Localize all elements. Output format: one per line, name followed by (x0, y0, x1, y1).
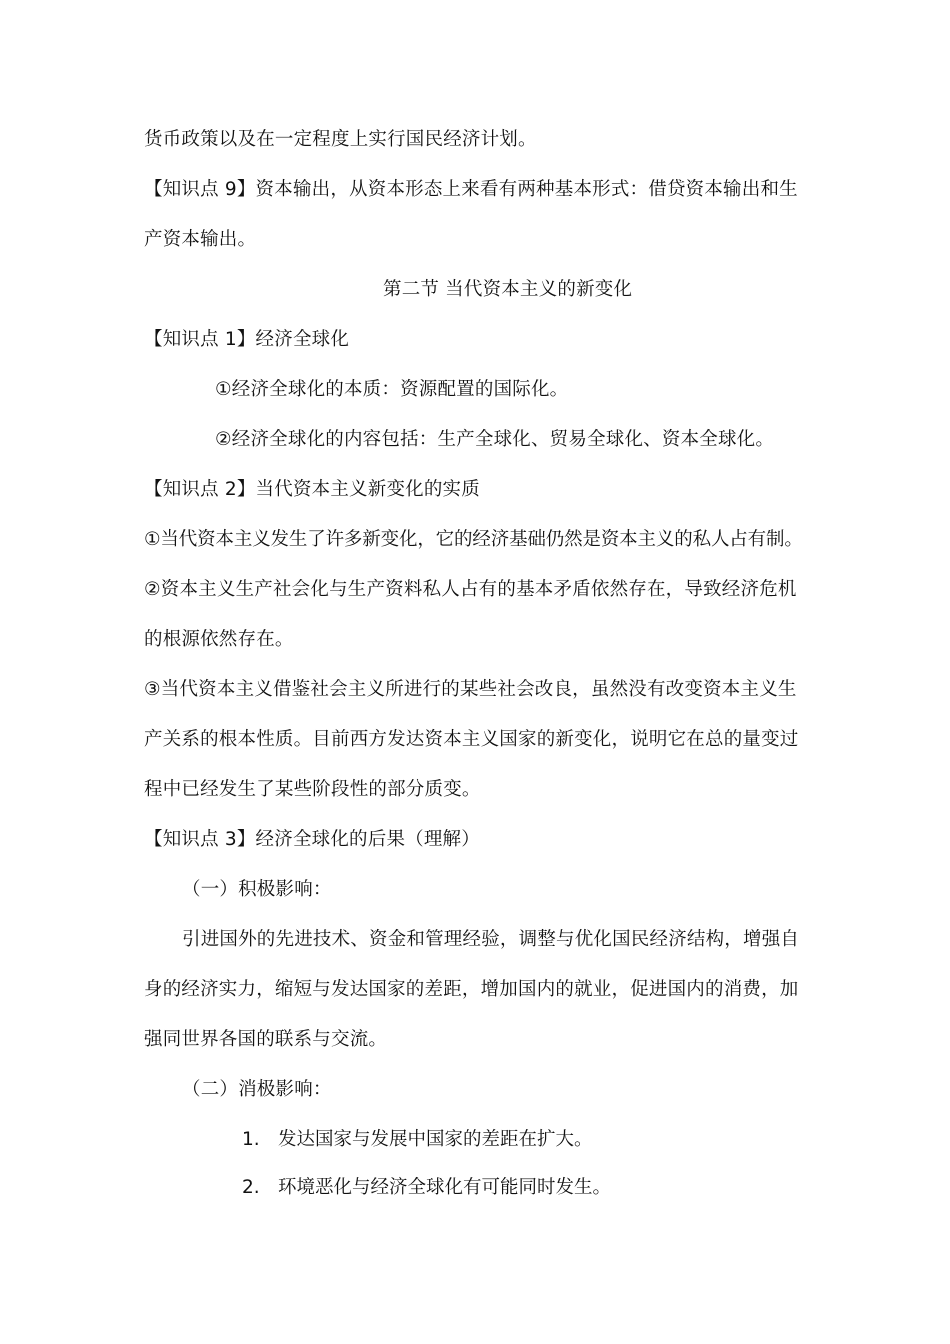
text-line-13: 产关系的根本性质。目前西方发达资本主义国家的新变化，说明它在总的量变过 (144, 729, 799, 750)
list-item-number: 1. (242, 1129, 260, 1150)
list-item-number: 2. (242, 1177, 260, 1198)
text-line-7: ②经济全球化的内容包括：生产全球化、贸易全球化、资本全球化。 (215, 429, 775, 450)
text-line-1: 货币政策以及在一定程度上实行国民经济计划。 (144, 129, 537, 150)
text-line-9: ①当代资本主义发生了许多新变化，它的经济基础仍然是资本主义的私人占有制。 (144, 529, 803, 550)
text-line-11: 的根源依然存在。 (144, 629, 294, 650)
text-line-10: ②资本主义生产社会化与生产资料私人占有的基本矛盾依然存在，导致经济危机 (144, 579, 797, 600)
text-line-12: ③当代资本主义借鉴社会主义所进行的某些社会改良，虽然没有改变资本主义生 (144, 679, 797, 700)
text-line-19: 强同世界各国的联系与交流。 (144, 1029, 388, 1050)
list-item (242, 1128, 593, 1152)
knowledge-point-1: 【知识点 1】经济全球化 (144, 329, 350, 350)
list-item-text: 环境恶化与经济全球化有可能同时发生。 (278, 1177, 612, 1198)
knowledge-point-3: 【知识点 3】经济全球化的后果（理解） (144, 829, 480, 850)
section-title: 第二节 当代资本主义的新变化 (383, 279, 633, 300)
text-line-14: 程中已经发生了某些阶段性的部分质变。 (144, 779, 481, 800)
negative-impact-heading: （二）消极影响： (182, 1079, 332, 1100)
list-item-text: 发达国家与发展中国家的差距在扩大。 (278, 1129, 593, 1150)
text-line-3: 产资本输出。 (144, 229, 257, 250)
text-line-6: ①经济全球化的本质：资源配置的国际化。 (215, 379, 569, 400)
knowledge-point-2: 【知识点 2】当代资本主义新变化的实质 (144, 479, 480, 500)
text-line-17: 引进国外的先进技术、资金和管理经验，调整与优化国民经济结构，增强自 (182, 929, 800, 950)
list-item (242, 1176, 611, 1200)
knowledge-point-9: 【知识点 9】资本输出，从资本形态上来看有两种基本形式：借贷资本输出和生 (144, 179, 798, 200)
text-line-18: 身的经济实力，缩短与发达国家的差距，增加国内的就业，促进国内的消费，加 (144, 979, 799, 1000)
positive-impact-heading: （一）积极影响： (182, 879, 332, 900)
